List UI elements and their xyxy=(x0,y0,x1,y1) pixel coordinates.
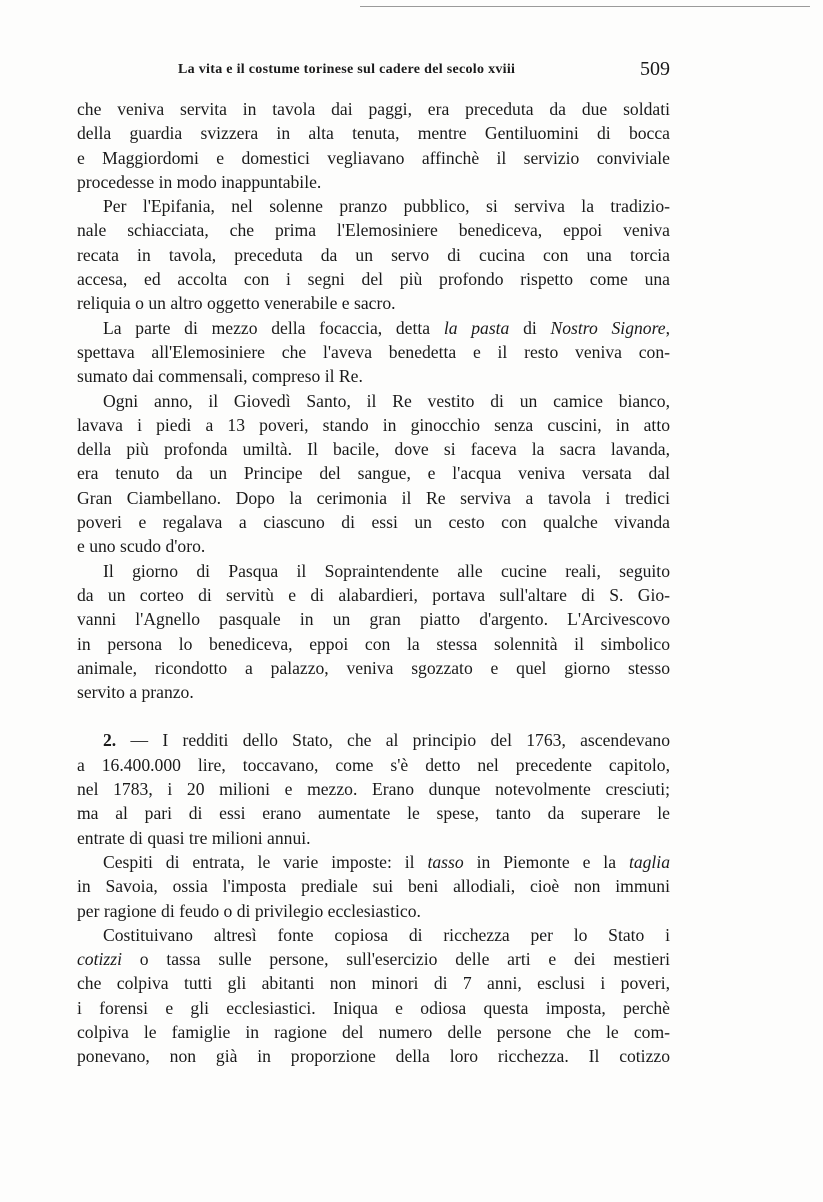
text-run: La parte di mezzo della focaccia, detta xyxy=(103,317,444,338)
text-line: e Maggiordomi e domestici vegliavano affinchè il servizio conviviale xyxy=(77,147,670,168)
text-line: procedesse in modo inappuntabile. xyxy=(77,171,322,192)
section-gap xyxy=(77,704,670,728)
text-line: da un corteo di servitù e di alabardieri, portava sull'altare di S. Gio- xyxy=(77,584,670,605)
paragraph xyxy=(77,850,670,923)
text-line: recata in tavola, preceduta da un servo di cucina con una torcia xyxy=(77,244,670,265)
paragraph xyxy=(77,728,670,849)
italic-term: Nostro Signore xyxy=(550,317,666,338)
text-line: che colpiva tutti gli abitanti non minori di 7 anni, esclusi i poveri, xyxy=(77,973,670,994)
text-line: i forensi e gli ecclesiastici. Iniqua e odiosa questa imposta, perchè xyxy=(77,997,670,1018)
text-line: sumato dai commensali, compreso il Re. xyxy=(77,366,363,387)
text-line: poveri e regalava a ciascuno di essi un cesto con qualche vivanda xyxy=(77,512,670,533)
text-line: della più profonda umiltà. Il bacile, dove si faceva la sacra lavanda, xyxy=(77,439,670,460)
text-line: spettava all'Elemosiniere che l'aveva benedetta e il resto veniva con- xyxy=(77,341,670,362)
paragraph xyxy=(77,97,670,194)
italic-term: tasso xyxy=(427,851,464,872)
text-run: — I redditi dello Stato, che al principio del 1763, ascendevano xyxy=(116,730,670,751)
text-line xyxy=(77,947,670,971)
text-line: entrate di quasi tre milioni annui. xyxy=(77,827,311,848)
text-line: della guardia svizzera in alta tenuta, mentre Gentiluomini di bocca xyxy=(77,123,670,144)
text-run: Cespiti di entrata, le varie imposte: il xyxy=(103,851,428,872)
text-line: reliquia o un altro oggetto venerabile e sacro. xyxy=(77,293,396,314)
text-line: servito a pranzo. xyxy=(77,682,194,703)
text-line xyxy=(77,316,670,340)
text-line: in Savoia, ossia l'imposta prediale sui beni allodiali, cioè non immuni xyxy=(77,876,670,897)
text-line: Gran Ciambellano. Dopo la cerimonia il Re serviva a tavola i tredici xyxy=(77,487,670,508)
italic-term: taglia xyxy=(628,851,670,872)
text-line: colpiva le famiglie in ragione del numero delle persone che le com- xyxy=(77,1021,670,1042)
text-line: Costituivano altresì fonte copiosa di ricchezza per lo Stato i xyxy=(103,924,670,945)
paragraph xyxy=(77,559,670,705)
text-line: che veniva servita in tavola dai paggi, era preceduta da due soldati xyxy=(77,99,670,119)
text-run: , xyxy=(665,317,670,338)
text-line: e uno scudo d'oro. xyxy=(77,536,206,557)
text-line xyxy=(77,850,670,874)
text-run: di xyxy=(509,317,551,338)
text-line: a 16.400.000 lire, toccavano, come s'è detto nel precedente capitolo, xyxy=(77,754,670,775)
italic-term: la pasta xyxy=(443,317,510,338)
paragraph xyxy=(77,923,670,1069)
top-edge-rule xyxy=(360,6,810,7)
text-line: animale, ricondotto a palazzo, veniva sgozzato e quel giorno stesso xyxy=(77,657,670,678)
text-line xyxy=(77,728,670,752)
text-line: vanni l'Agnello pasquale in un gran piatto d'argento. L'Arcivescovo xyxy=(77,609,670,630)
paragraph xyxy=(77,316,670,389)
text-line: ponevano, non già in proporzione della loro ricchezza. Il cotizzo xyxy=(77,1046,670,1067)
text-line: ma al pari di essi erano aumentate le spese, tanto da superare le xyxy=(77,803,670,824)
text-line: Il giorno di Pasqua il Sopraintendente alle cucine reali, seguito xyxy=(103,560,670,581)
running-title: La vita e il costume torinese sul cadere del secolo xviii xyxy=(178,62,516,77)
page-header xyxy=(178,58,670,84)
text-run: o tassa sulle persone, sull'esercizio delle arti e dei mestieri xyxy=(121,949,670,970)
text-run: in Piemonte e la xyxy=(463,851,629,872)
text-line: era tenuto da un Principe del sangue, e l'acqua veniva versata dal xyxy=(77,463,670,484)
paragraph xyxy=(77,389,670,559)
section-number: 2. xyxy=(103,730,117,751)
text-line: lavava i piedi a 13 poveri, stando in ginocchio senza cuscini, in atto xyxy=(77,414,670,435)
text-line: nel 1783, i 20 milioni e mezzo. Erano dunque notevolmente cresciuti; xyxy=(77,779,670,800)
text-line: in persona lo benediceva, eppoi con la stessa solennità il simbolico xyxy=(77,633,670,654)
text-line: Ogni anno, il Giovedì Santo, il Re vestito di un camice bianco, xyxy=(103,390,670,411)
page-number: 509 xyxy=(640,58,670,80)
text-line: Per l'Epifania, nel solenne pranzo pubblico, si serviva la tradizio- xyxy=(103,196,670,217)
text-line: per ragione di feudo o di privilegio ecclesiastico. xyxy=(77,900,421,921)
italic-term: cotizzi xyxy=(77,949,122,970)
text-line: nale schiacciata, che prima l'Elemosiniere benediceva, eppoi veniva xyxy=(77,220,670,241)
text-line: accesa, ed accolta con i segni del più profondo rispetto come una xyxy=(77,269,670,290)
body-text xyxy=(77,97,670,1069)
paragraph xyxy=(77,194,670,315)
